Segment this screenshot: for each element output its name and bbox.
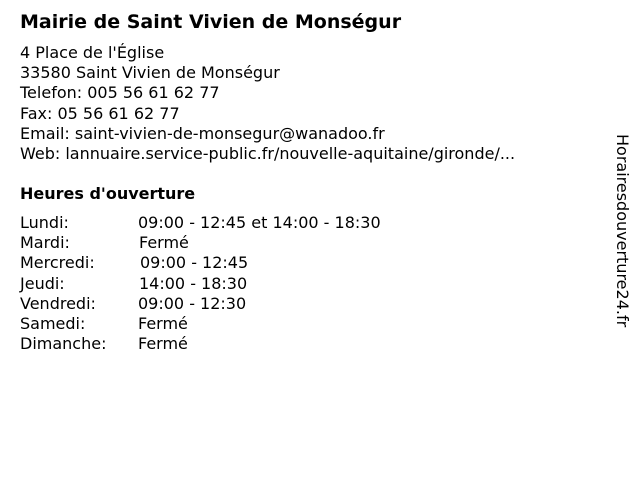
- email-text: Email: saint-vivien-de-monsegur@wanadoo.fr: [20, 123, 385, 143]
- site-brand-vertical: Horairesdouverture24.fr: [613, 134, 632, 328]
- day-label: Mercredi:: [20, 253, 95, 273]
- time-value: Fermé: [139, 233, 189, 253]
- address-line-1: 4 Place de l'Église: [20, 43, 165, 62]
- day-label: Mardi:: [20, 233, 70, 253]
- day-label: Vendredi:: [20, 293, 96, 313]
- time-value: 09:00 - 12:45 et 14:00 - 18:30: [138, 213, 381, 232]
- time-value: Fermé: [138, 334, 188, 354]
- hours-heading: Heures d'ouverture: [20, 184, 196, 203]
- day-label: Dimanche:: [20, 334, 107, 354]
- time-value: Fermé: [138, 313, 188, 333]
- address-line-2: 33580 Saint Vivien de Monségur: [20, 63, 280, 83]
- fax-text: Fax: 05 56 61 62 77: [20, 103, 180, 123]
- time-value: 09:00 - 12:30: [138, 293, 247, 313]
- phone-text: Telefon: 005 56 61 62 77: [20, 83, 220, 103]
- day-label: Jeudi:: [20, 273, 65, 293]
- web-text: Web: lannuaire.service-public.fr/nouvelle-aquitaine/gironde/...: [20, 144, 516, 164]
- time-value: 09:00 - 12:45: [140, 253, 249, 273]
- page-title: Mairie de Saint Vivien de Monségur: [20, 11, 402, 33]
- contact-block: [20, 43, 515, 164]
- time-value: 14:00 - 18:30: [139, 273, 248, 293]
- day-label: Lundi:: [20, 213, 69, 232]
- day-label: Samedi:: [20, 313, 86, 333]
